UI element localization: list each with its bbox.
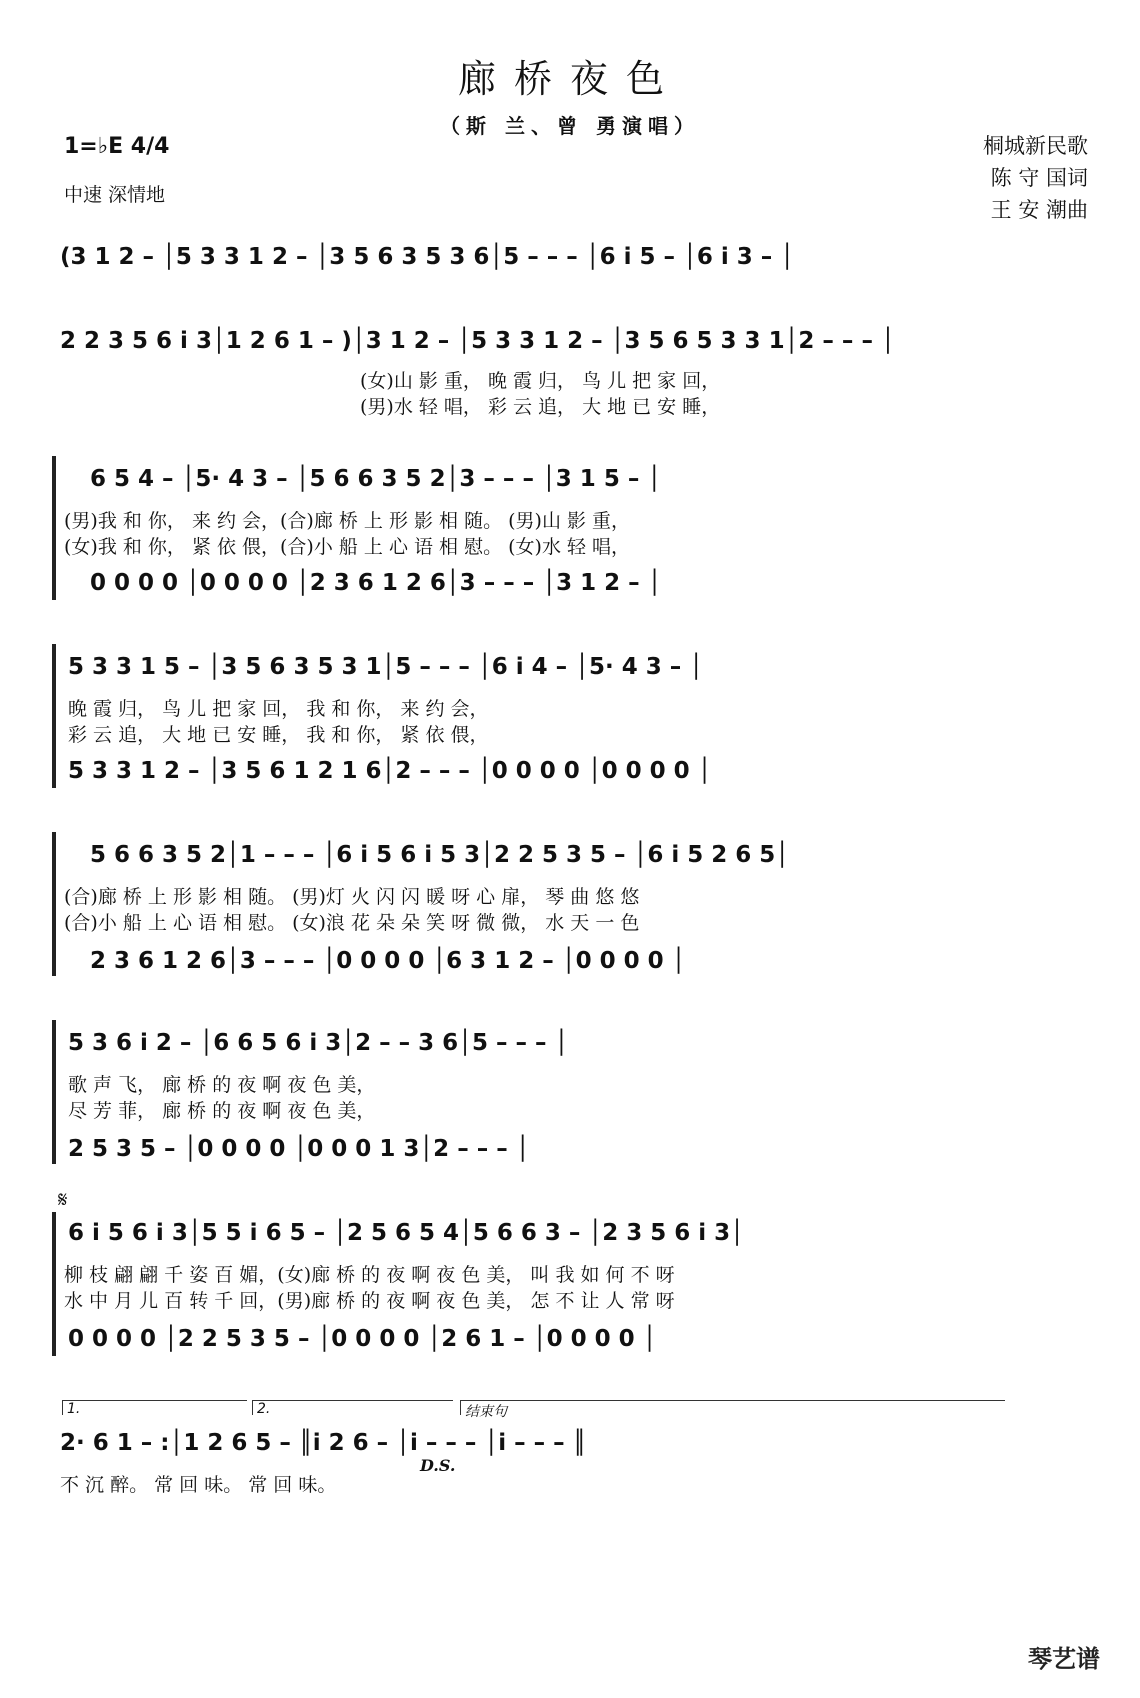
- notes-line-6: 5 3 6 i 2 – │6 6 5 6 i 3│2 – – 3 6│5 – – – │: [68, 1030, 569, 1056]
- lyrics-line-2b: (男)水 轻 唱， 彩 云 追， 大 地 已 安 睡，: [360, 396, 721, 418]
- notes-line-7-low: 0 0 0 0 │2 2 5 3 5 – │0 0 0 0 │2 6 1 – │0 0 0 0 │: [68, 1326, 657, 1352]
- notes-line-7: 6 i 5 6 i 3│5 5 i 6 5 – │2 5 6 5 4│5 6 6 3 – │2 3 5 6 i 3│: [68, 1220, 745, 1246]
- dal-segno-marking: D.S.: [420, 1456, 456, 1475]
- credit-composer: 王 安 潮曲: [990, 198, 1088, 222]
- lyrics-line-6b: 尽 芳 菲， 廊 桥 的 夜 啊 夜 色 美，: [68, 1100, 376, 1122]
- subtitle: （斯 兰、曾 勇演唱）: [440, 114, 700, 138]
- lyrics-line-6a: 歌 声 飞， 廊 桥 的 夜 啊 夜 色 美，: [68, 1074, 376, 1096]
- notes-line-6-low: 2 5 3 5 – │0 0 0 0 │0 0 0 1 3│2 – – – │: [68, 1136, 530, 1162]
- system-brace: [52, 832, 56, 976]
- credits: [983, 130, 1088, 226]
- lyrics-line-3a: (男)我 和 你， 来 约 会，(合)廊 桥 上 形 影 相 随。 (男)山 影 重，: [64, 510, 631, 532]
- system-brace: [52, 1020, 56, 1164]
- system-brace: [52, 644, 56, 788]
- lyrics-line-2a: (女)山 影 重， 晚 霞 归， 鸟 儿 把 家 回，: [360, 370, 721, 392]
- system-brace: [52, 1212, 56, 1356]
- credit-lyricist: 陈 守 国词: [990, 166, 1088, 190]
- notes-line-3-low: 0 0 0 0 │0 0 0 0 │2 3 6 1 2 6│3 – – – │3 1 2 – │: [90, 570, 662, 596]
- segno-sign: 𝄋: [58, 1188, 68, 1213]
- notes-line-3: 6 5 4 – │5· 4 3 – │5 6 6 3 5 2│3 – – – │3 1 5 – │: [90, 466, 662, 492]
- lyrics-line-5a: (合)廊 桥 上 形 影 相 随。 (男)灯 火 闪 闪 暖 呀 心 扉， 琴 曲 悠 悠: [64, 886, 640, 908]
- notes-line-1: (3 1 2 – │5 3 3 1 2 – │3 5 6 3 5 3 6│5 – – – │6 i 5 – │6 i 3 – │: [60, 244, 795, 270]
- lyrics-line-4a: 晚 霞 归， 鸟 儿 把 家 回， 我 和 你， 来 约 会，: [68, 698, 489, 720]
- page-title: 廊桥夜色: [457, 57, 682, 101]
- credit-source: 桐城新民歌: [983, 134, 1088, 158]
- notes-line-8: 2· 6 1 – :│1 2 6 5 – ║i 2 6 – │i – – – │i – – – ║: [60, 1430, 587, 1456]
- system-brace: [52, 456, 56, 600]
- notes-line-2: 2 2 3 5 6 i 3│1 2 6 1 – )│3 1 2 – │5 3 3 1 2 – │3 5 6 5 3 3 1│2 – – – │: [60, 328, 895, 354]
- volta-2: 2.: [252, 1400, 453, 1415]
- notes-line-5: 5 6 6 3 5 2│1 – – – │6 i 5 6 i 5 3│2 2 5 3 5 – │6 i 5 2 6 5│: [90, 842, 790, 868]
- coda-label: 结束句: [460, 1400, 1005, 1415]
- lyrics-line-7a: 柳 枝 翩 翩 千 姿 百 媚，(女)廊 桥 的 夜 啊 夜 色 美， 叫 我 如 何 不 呀: [64, 1264, 675, 1286]
- key-signature: 1=♭E 4/4: [64, 134, 170, 159]
- notes-line-5-low: 2 3 6 1 2 6│3 – – – │0 0 0 0 │6 3 1 2 – │0 0 0 0 │: [90, 948, 686, 974]
- notes-line-4-low: 5 3 3 1 2 – │3 5 6 1 2 1 6│2 – – – │0 0 0 0 │0 0 0 0 │: [68, 758, 712, 784]
- lyrics-line-8: 不 沉 醉。 常 回 味。 常 回 味。: [60, 1474, 337, 1496]
- notes-line-4: 5 3 3 1 5 – │3 5 6 3 5 3 1│5 – – – │6 i 4 – │5· 4 3 – │: [68, 654, 704, 680]
- lyrics-line-5b: (合)小 船 上 心 语 相 慰。 (女)浪 花 朵 朵 笑 呀 微 微， 水 天 一 色: [64, 912, 640, 934]
- site-logo: 琴艺谱: [1028, 1645, 1100, 1673]
- lyrics-line-7b: 水 中 月 儿 百 转 千 回，(男)廊 桥 的 夜 啊 夜 色 美， 怎 不 让 人 常 呀: [64, 1290, 675, 1312]
- tempo-marking: 中速 深情地: [64, 184, 166, 206]
- volta-1: 1.: [62, 1400, 247, 1415]
- lyrics-line-3b: (女)我 和 你， 紧 依 偎，(合)小 船 上 心 语 相 慰。 (女)水 轻 唱，: [64, 536, 631, 558]
- lyrics-line-4b: 彩 云 追， 大 地 已 安 睡， 我 和 你， 紧 依 偎，: [68, 724, 489, 746]
